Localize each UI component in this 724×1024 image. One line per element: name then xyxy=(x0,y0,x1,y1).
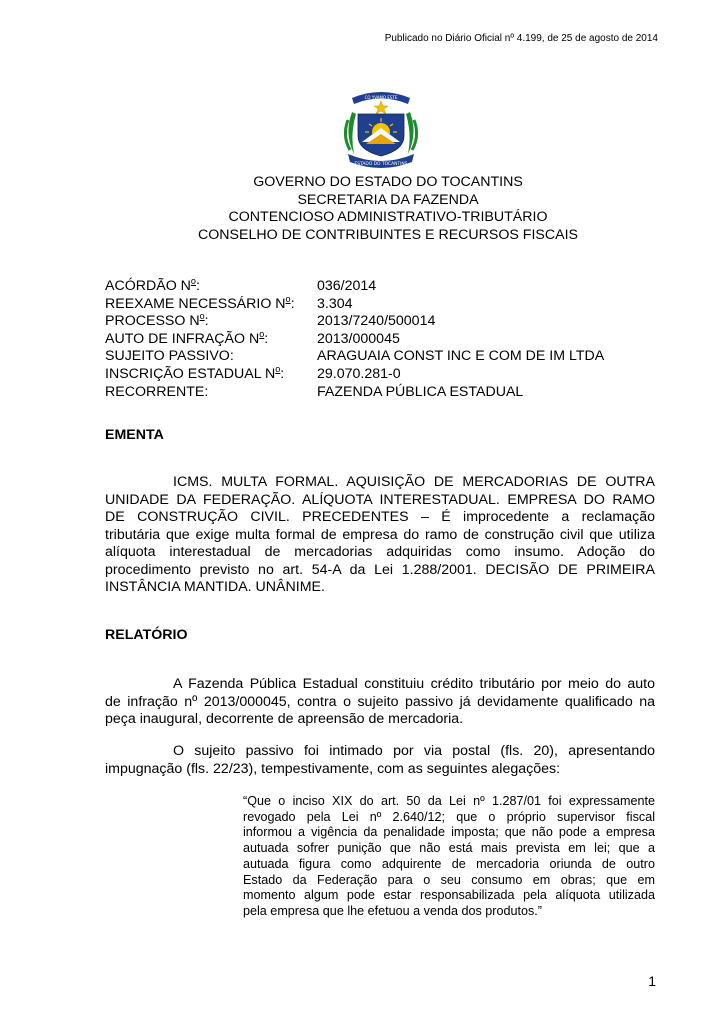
field-value: 2013/000045 xyxy=(317,330,400,347)
page-number: 1 xyxy=(648,973,656,989)
svg-text:1989: 1989 xyxy=(396,154,404,158)
text-line: procedimento previsto no art. 54-A da Lei 1.288/2001. DECISÃO DE PRIMEIRA xyxy=(105,561,655,578)
text-line: de infração nº 2013/000045, contra o sujeito passivo já devidamente qualificado na xyxy=(105,693,655,710)
paragraph-2 xyxy=(105,743,655,778)
field-label-sup: o xyxy=(285,293,291,304)
field-label: AUTO DE INFRAÇÃO N xyxy=(105,330,260,347)
text-line: DE CONSTRUÇÃO CIVIL. PRECEDENTES – É improcedente a reclamação xyxy=(105,509,655,525)
header-line: CONTENCIOSO ADMINISTRATIVO-TRIBUTÁRIO xyxy=(228,209,548,225)
field-value: 036/2014 xyxy=(317,278,377,294)
svg-text:ESTADO DO TOCANTINS: ESTADO DO TOCANTINS xyxy=(354,162,408,167)
text-line: peça inaugural, decorrente de apreensão de mercadoria. xyxy=(105,711,464,727)
text-line: ICMS. MULTA FORMAL. AQUISIÇÃO DE MERCADORIAS DE OUTRA xyxy=(173,474,655,490)
quote-line: pela empresa que lhe efetuou a venda dos produtos.” xyxy=(243,903,542,918)
header-line: CONSELHO DE CONTRIBUINTES E RECURSOS FISCAIS xyxy=(198,226,578,243)
state-crest-logo xyxy=(338,84,424,174)
quote-line: informou a vigência da penalidade imposta; que não pode a empresa xyxy=(243,825,655,840)
ementa-text xyxy=(105,474,655,597)
field-label: PROCESSO N xyxy=(105,313,200,330)
header-line: GOVERNO DO ESTADO DO TOCANTINS xyxy=(253,174,523,190)
block-quote xyxy=(243,794,655,920)
field-label-sup: o xyxy=(190,276,196,286)
svg-text:1°/1: 1°/1 xyxy=(358,154,366,158)
text-line: O sujeito passivo foi intimado por via postal (fls. 20), apresentando xyxy=(173,743,655,759)
field-label: ACÓRDÃO N xyxy=(105,278,191,294)
publication-note: Publicado no Diário Oficial nº 4.199, de 25 de agosto de 2014 xyxy=(384,33,658,44)
field-label-sup: o xyxy=(275,363,281,374)
field-value: 2013/7240/500014 xyxy=(317,313,436,330)
field-row: AUTO DE INFRAÇÃO $N^o$: 2013/000045 xyxy=(105,328,400,347)
text-line: INSTÂNCIA MANTIDA. UNÂNIME. xyxy=(105,579,325,595)
paragraph-1 xyxy=(105,676,655,729)
document-header xyxy=(0,174,724,244)
field-value: 3.304 xyxy=(317,295,353,312)
field-row: INSCRIÇÃO ESTADUAL $N^o$: 29.070.281-0 xyxy=(105,363,401,382)
relatorio-heading: RELATÓRIO xyxy=(105,627,188,643)
quote-line: autuada figura como adquirente de mercadoria oriunda de outro xyxy=(243,856,655,871)
quote-line: momento algum pode estar responsabilizada pela alíquota utilizada xyxy=(243,888,655,903)
quote-line: Estado da Federação para o seu consumo em obras; que em xyxy=(243,872,655,887)
text-line: tributária que exige multa formal de empresa do ramo de construção civil que utiliza xyxy=(105,526,655,543)
header-line: SECRETARIA DA FAZENDA xyxy=(297,191,479,208)
field-row: PROCESSO $N^o$: 2013/7240/500014 xyxy=(105,311,436,330)
text-line: alíquota interestadual de mercadorias adquiridas como insumo. Adoção do xyxy=(105,544,655,560)
field-label: INSCRIÇÃO ESTADUAL N xyxy=(105,365,276,382)
field-label-sup: o xyxy=(259,328,265,339)
quote-line: autuada sofrer punição que não está mais prevista em lei; que a xyxy=(243,841,655,856)
text-line: A Fazenda Pública Estadual constituiu crédito tributário por meio do auto xyxy=(173,676,655,692)
field-value: 29.070.281-0 xyxy=(317,365,401,382)
field-row xyxy=(105,384,604,402)
field-row: REEXAME NECESSÁRIO $N^o$: 3.304 xyxy=(105,293,353,312)
field-value: FAZENDA PÚBLICA ESTADUAL xyxy=(317,383,524,400)
field-row xyxy=(105,348,604,366)
quote-line: revogado pela Lei nº 2.640/12; que o próprio supervisor fiscal xyxy=(243,809,655,824)
field-row: ACÓRDÃO $N^o$: 036/2014 xyxy=(105,276,377,294)
field-label: REEXAME NECESSÁRIO N xyxy=(105,295,286,312)
ementa-heading: EMENTA xyxy=(105,427,164,443)
field-value: ARAGUAIA CONST INC E COM DE IM LTDA xyxy=(317,348,605,365)
quote-line: “Que o inciso XIX do art. 50 da Lei nº 1.287/01 foi expressamente xyxy=(243,794,655,808)
field-label: SUJEITO PASSIVO: xyxy=(105,348,234,365)
text-line: UNIDADE DA FEDERAÇÃO. ALÍQUOTA INTERESTADUAL. EMPRESA DO RAMO xyxy=(105,491,655,508)
text-line: impugnação (fls. 22/23), tempestivamente, com as seguintes alegações: xyxy=(105,760,561,777)
field-label-sup: o xyxy=(199,311,205,322)
case-fields xyxy=(105,278,604,401)
field-label: RECORRENTE: xyxy=(105,383,209,400)
svg-text:CO YVAMO ESTE: CO YVAMO ESTE xyxy=(364,95,398,100)
